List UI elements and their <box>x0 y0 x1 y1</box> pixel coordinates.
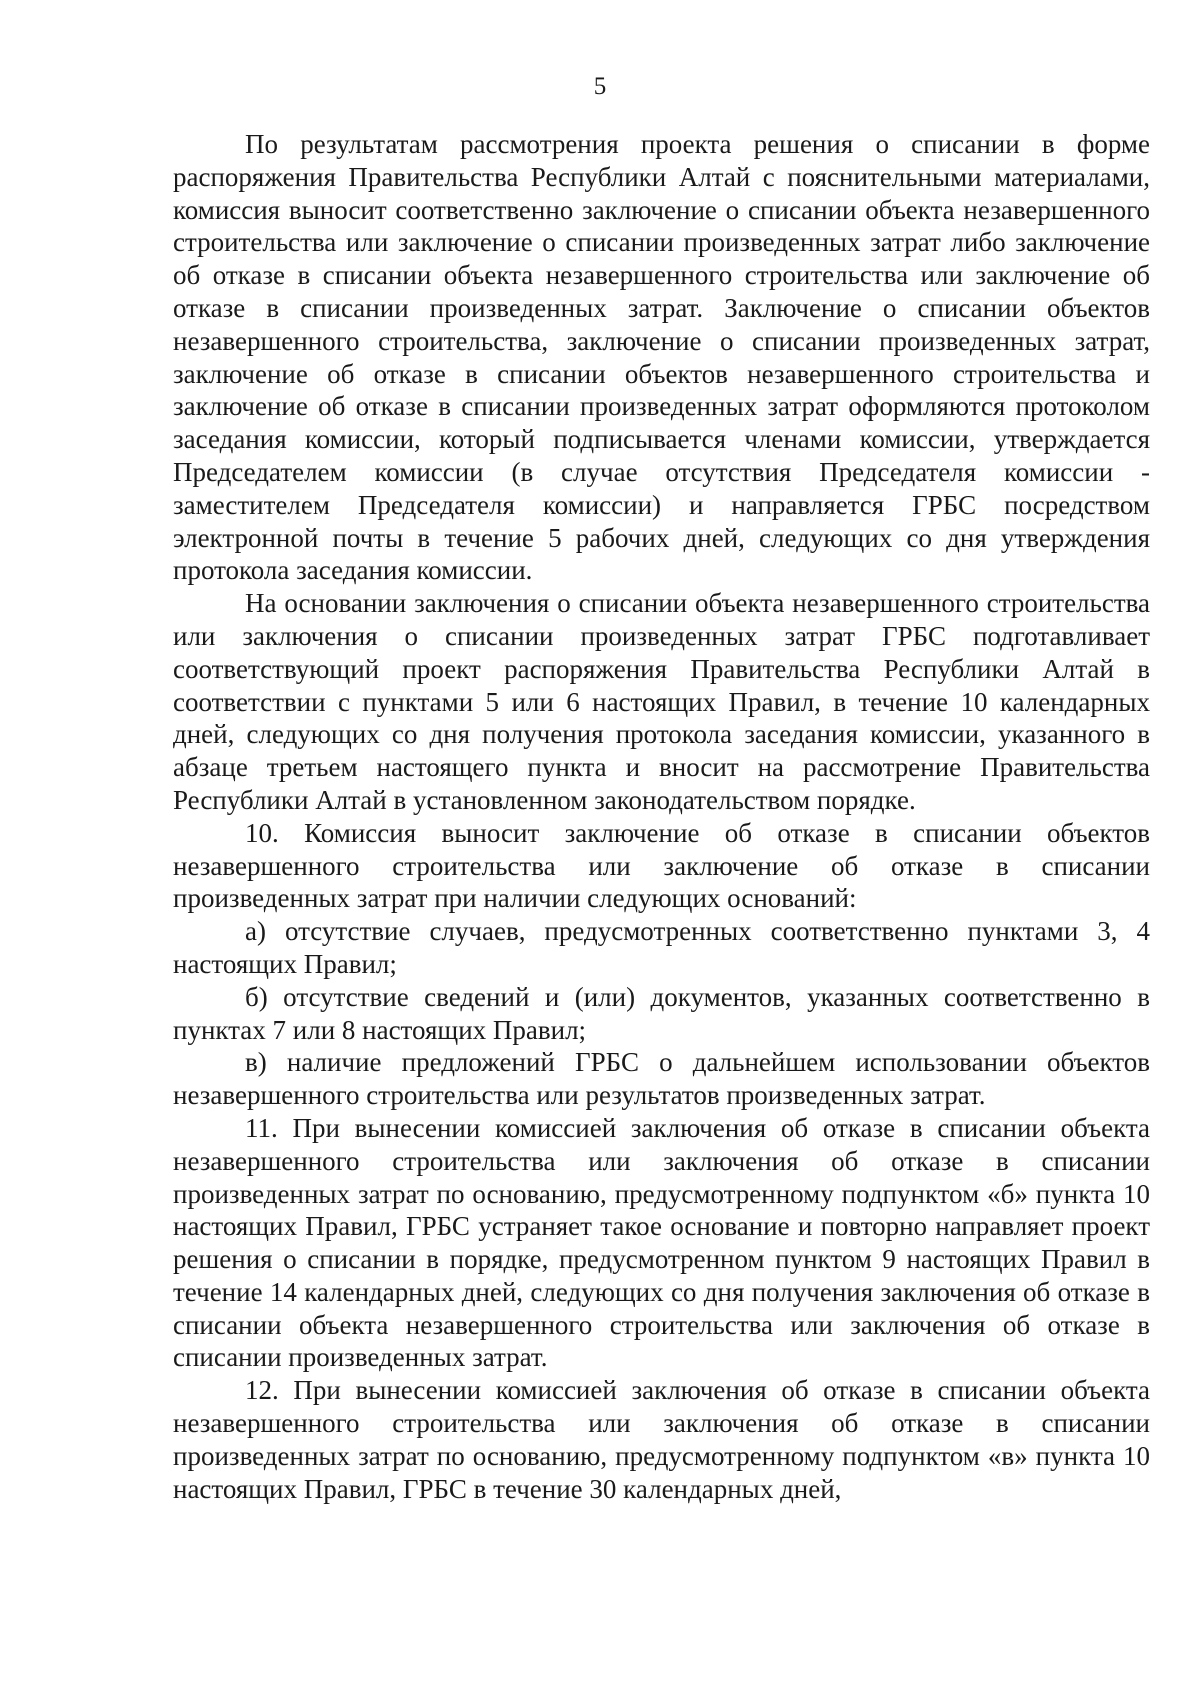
document-body <box>173 128 1150 1505</box>
paragraph-item-11: 11. При вынесении комиссией заключения об отказе в списании объекта незавершенного строительства или заключения об отказе в списании произведенных затрат по основанию, предусмотренному подпунктом «б» пункта 10 настоящих Правил, ГРБС устраняет такое основание и повторно направляет проект решения о списании в порядке, предусмотренном пунктом 9 настоящих Правил в течение 14 календарных дней, следующих со дня получения заключения об отказе в списании объекта незавершенного строительства или заключения об отказе в списании произведенных затрат. <box>173 1112 1150 1373</box>
paragraph-subitem-a: а) отсутствие случаев, предусмотренных соответственно пунктами 3, 4 настоящих Правил; <box>173 916 1150 979</box>
page-number: 5 <box>593 73 607 100</box>
paragraph-item-12: 12. При вынесении комиссией заключения об отказе в списании объекта незавершенного строительства или заключения об отказе в списании произведенных затрат по основанию, предусмотренному подпунктом «в» пункта 10 настоящих Правил, ГРБС в течение 30 календарных дней, <box>173 1375 1150 1504</box>
paragraph-commission-conclusion: По результатам рассмотрения проекта решения о списании в форме распоряжения Правительства Республики Алтай с пояснительными материалами, комиссия выносит соответственно заключение о списании объекта незавершенного строительства или заключение о списании произведенных затрат либо заключение об отказе в списании объекта незавершенного строительства или заключение об отказе в списании произведенных затрат. Заключение о списании объектов незавершенного строительства, заключение о списании произведенных затрат, заключение об отказе в списании объектов незавершенного строительства и заключение об отказе в списании произведенных затрат оформляются протоколом заседания комиссии, который подписывается членами комиссии, утверждается Председателем комиссии (в случае отсутствия Председателя комиссии - заместителем Председателя комиссии) и направляется ГРБС посредством электронной почты в течение 5 рабочих дней, следующих со дня утверждения протокола заседания комиссии. <box>173 129 1150 586</box>
paragraph-subitem-v: в) наличие предложений ГРБС о дальнейшем использовании объектов незавершенного строительства или результатов произведенных затрат. <box>173 1047 1150 1111</box>
paragraph-grbs-draft-order: На основании заключения о списании объекта незавершенного строительства или заключения о списании произведенных затрат ГРБС подготавливает соответствующий проект распоряжения Правительства Республики Алтай в соответствии с пунктами 5 или 6 настоящих Правил, в течение 10 календарных дней, следующих со дня получения протокола заседания комиссии, указанного в абзаце третьем настоящего пункта и вносит на рассмотрение Правительства Республики Алтай в установленном законодательством порядке. <box>173 588 1150 815</box>
paragraph-subitem-b: б) отсутствие сведений и (или) документов, указанных соответственно в пунктах 7 или 8 настоящих Правил; <box>173 981 1150 1045</box>
paragraph-item-10: 10. Комиссия выносит заключение об отказе в списании объектов незавершенного строительства или заключение об отказе в списании произведенных затрат при наличии следующих оснований: <box>173 817 1150 914</box>
